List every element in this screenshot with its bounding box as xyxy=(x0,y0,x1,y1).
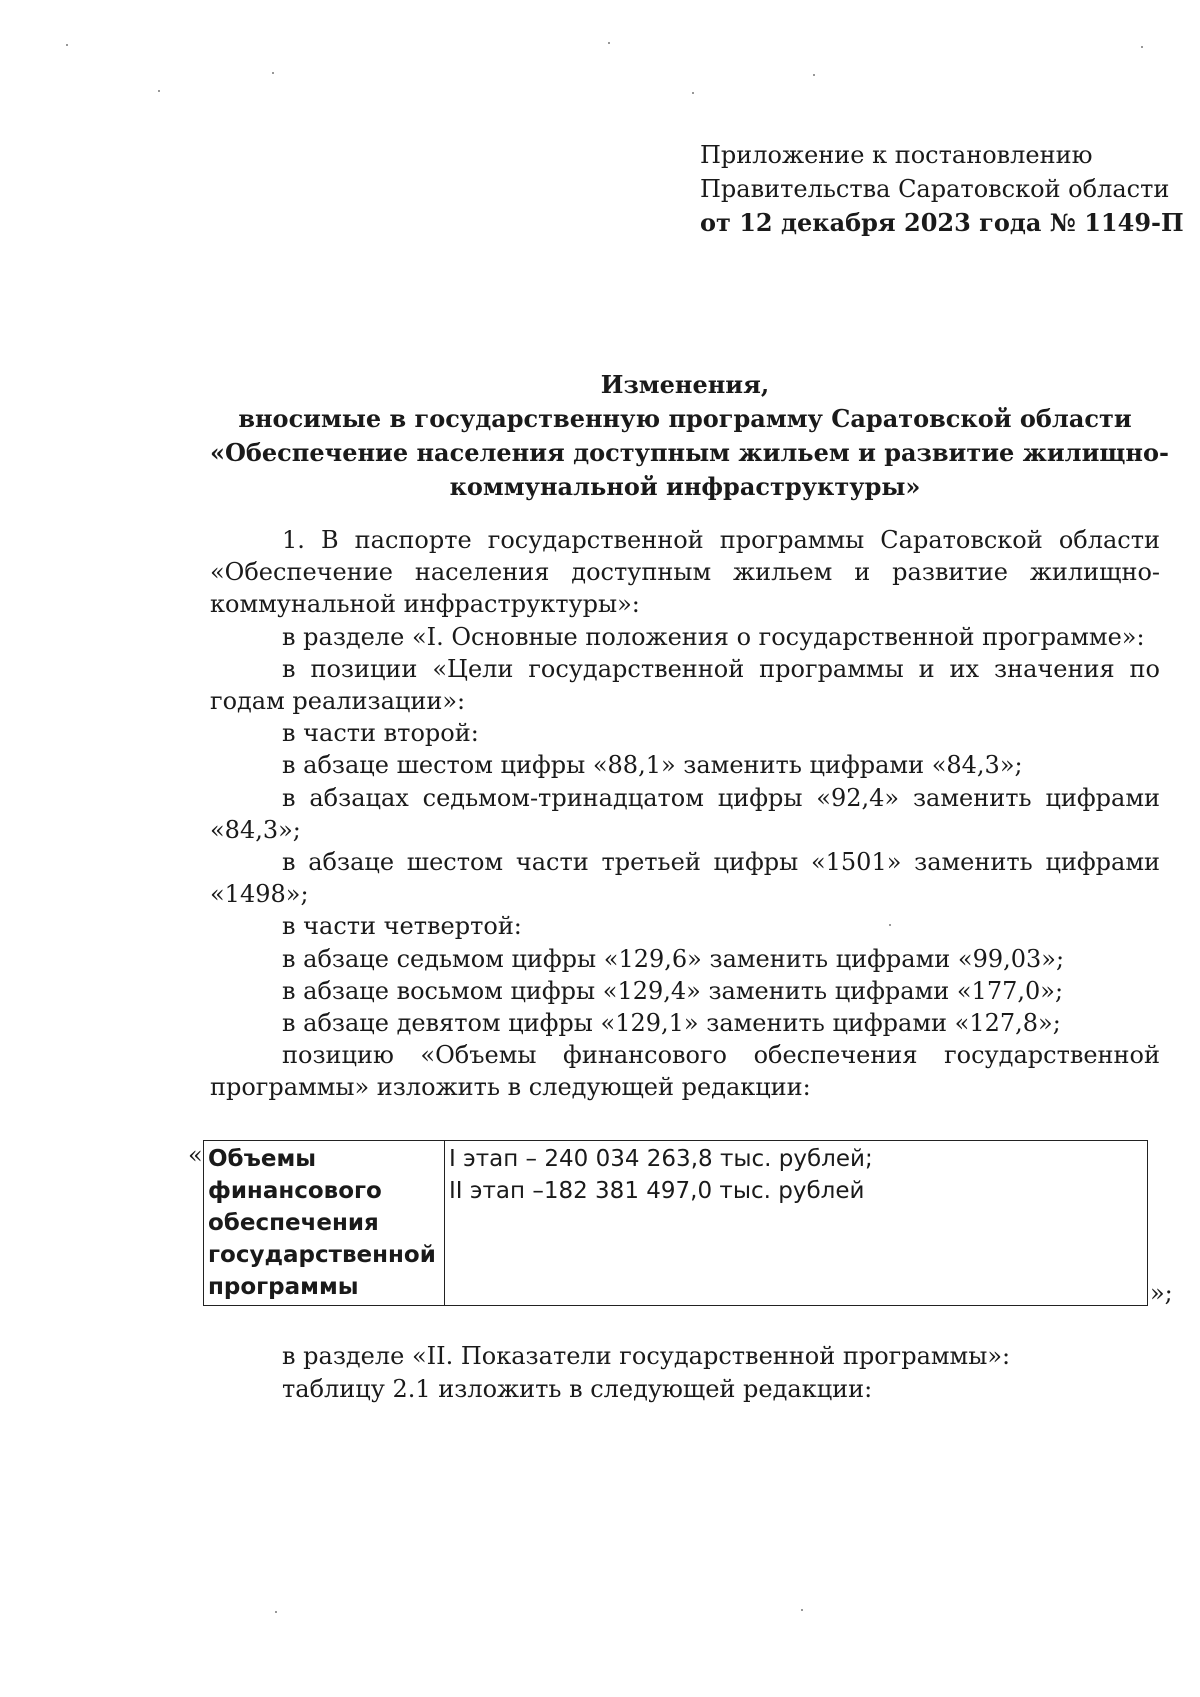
scan-speck xyxy=(1141,46,1143,48)
body-paragraph: в части четвертой: xyxy=(282,912,522,941)
scan-speck xyxy=(608,42,610,44)
scan-speck xyxy=(801,1609,803,1611)
scan-speck xyxy=(272,72,274,74)
body-line: таблицу 2.1 изложить в следующей редакции: xyxy=(282,1375,873,1403)
scan-speck xyxy=(66,44,68,46)
document-body xyxy=(210,524,1160,1104)
title-line: вносимые в государственную программу Саратовской области xyxy=(238,404,1132,433)
table-row xyxy=(204,1141,1148,1306)
body-paragraph: в абзаце восьмом цифры «129,4» заменить цифрами «177,0»; xyxy=(282,976,1064,1005)
title-line: Изменения, xyxy=(600,370,770,399)
header-date-number: от 12 декабря 2023 года № 1149-П xyxy=(700,208,1184,237)
table-label-cell: Объемы финансового обеспечения государственной программы xyxy=(204,1141,445,1306)
header-line: Приложение к постановлению xyxy=(700,141,1093,169)
header-line: Правительства Саратовской области xyxy=(700,175,1170,203)
body-paragraph: в разделе «I. Основные положения о государственной программе»: xyxy=(282,622,1145,651)
approval-header xyxy=(700,138,1184,240)
body-paragraph: позицию «Объемы финансового обеспечения государственной программы» изложить в следующей редакции: xyxy=(210,1041,1160,1102)
body-paragraph: в абзацах седьмом-тринадцатом цифры «92,4» заменить цифрами «84,3»; xyxy=(210,783,1160,844)
body-paragraph: в абзаце седьмом цифры «129,6» заменить цифрами «99,03»; xyxy=(282,944,1065,973)
title-line: коммунальной инфраструктуры» xyxy=(449,472,921,501)
body-paragraph: в абзаце девятом цифры «129,1» заменить цифрами «127,8»; xyxy=(282,1009,1061,1038)
stage-two-amount: II этап –182 381 497,0 тыс. рублей xyxy=(449,1178,865,1204)
body-paragraph: 1. В паспорте государственной программы Саратовской области «Обеспечение населения доступным жильем и развитие жилищно-коммунальной инфраструктуры»: xyxy=(210,526,1160,619)
document-continuation xyxy=(282,1340,1142,1406)
financing-table xyxy=(203,1140,1148,1306)
document-title xyxy=(210,368,1169,504)
scan-speck xyxy=(275,1611,277,1613)
closing-quote: »; xyxy=(1150,1279,1173,1307)
body-paragraph: в части второй: xyxy=(282,719,479,748)
financing-table-block xyxy=(188,1140,1178,1305)
body-paragraph: в абзаце шестом цифры «88,1» заменить цифрами «84,3»; xyxy=(282,751,1023,780)
scan-speck xyxy=(158,90,160,92)
scan-speck xyxy=(692,92,694,94)
opening-quote: « xyxy=(188,1141,203,1169)
scan-speck xyxy=(813,74,815,76)
body-line: в разделе «II. Показатели государственной программы»: xyxy=(282,1342,1011,1370)
stage-one-amount: I этап – 240 034 263,8 тыс. рублей; xyxy=(449,1146,873,1172)
table-value-cell xyxy=(445,1141,1148,1306)
title-line: «Обеспечение населения доступным жильем и развитие жилищно- xyxy=(210,438,1169,467)
body-paragraph: в позиции «Цели государственной программы и их значения по годам реализации»: xyxy=(210,654,1160,716)
body-paragraph: в абзаце шестом части третьей цифры «1501» заменить цифрами «1498»; xyxy=(210,848,1160,909)
